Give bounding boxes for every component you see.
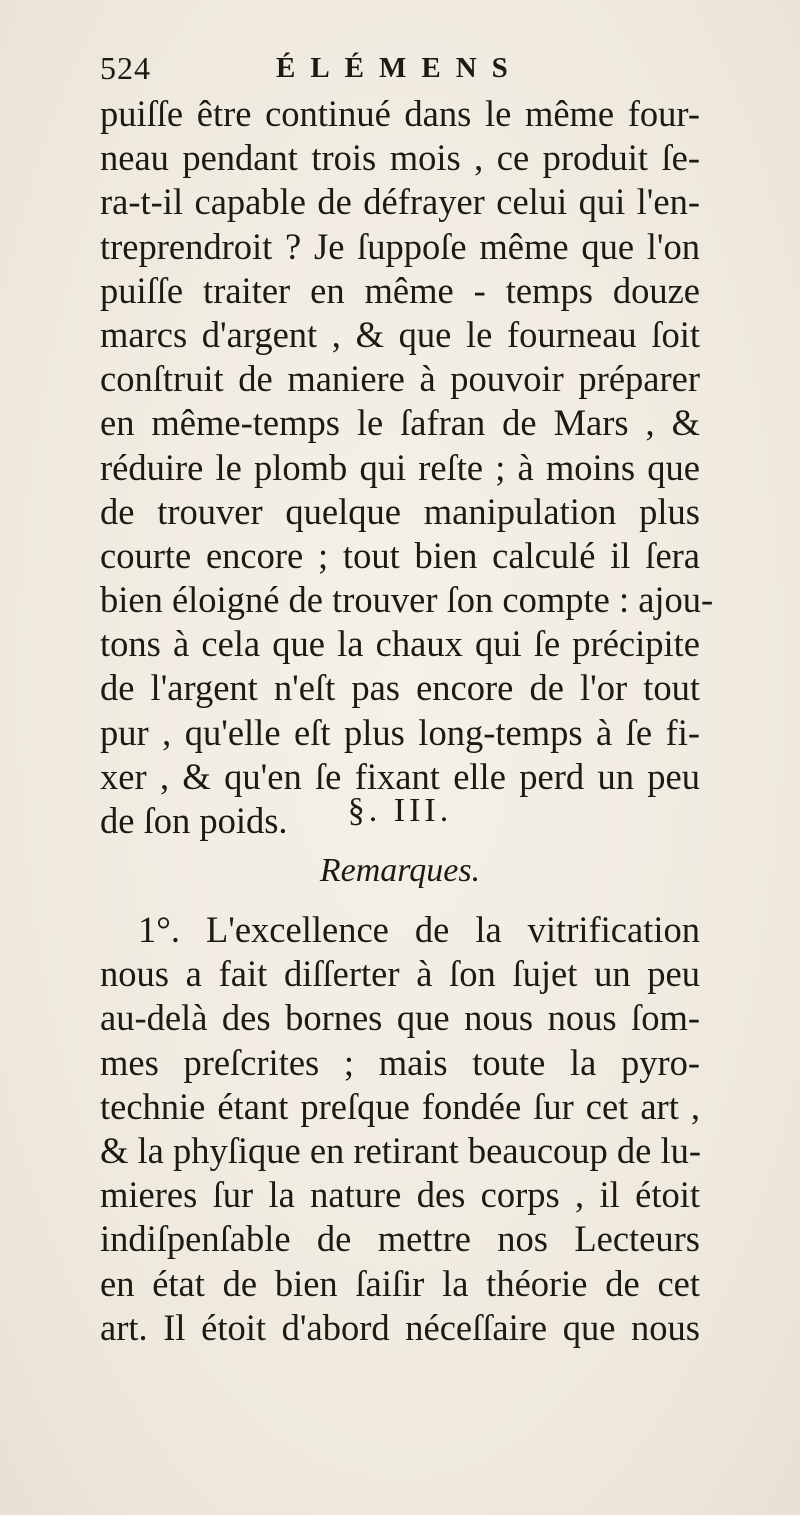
- text-line: conſtruit de maniere à pouvoir préparer: [100, 358, 700, 400]
- text-line: puiſſe être continué dans le même four-: [100, 93, 700, 134]
- text-line: tons à cela que la chaux qui ſe précipite: [100, 623, 700, 665]
- text-line: pur , qu'elle eſt plus long-temps à ſe fi-: [100, 711, 700, 753]
- running-title: ÉLÉMENS: [276, 52, 523, 84]
- text-line: en état de bien ſaiſir la théorie de cet: [100, 1262, 700, 1304]
- section-number: §. III.: [347, 792, 453, 829]
- text-line: mieres ſur la nature des corps , il étoit: [100, 1174, 700, 1216]
- text-line: au-delà des bornes que nous nous ſom-: [100, 997, 700, 1039]
- section-title: Remarques.: [319, 852, 481, 889]
- text-line: technie étant preſque fondée ſur cet art ,: [100, 1085, 700, 1127]
- text-line: neau pendant trois mois , ce produit ſe-: [100, 137, 700, 179]
- page-header: [100, 46, 700, 94]
- text-line: nous a fait diſſerter à ſon ſujet un peu: [100, 953, 700, 995]
- text-line: réduire le plomb qui reſte ; à moins que: [100, 446, 700, 488]
- text-line: art. Il étoit d'abord néceſſaire que nous: [100, 1306, 700, 1348]
- text-line: de trouver quelque manipulation plus: [100, 490, 700, 532]
- text-line: courte encore ; tout bien calculé il ſera: [100, 534, 700, 576]
- text-line: treprendroit ? Je ſuppoſe même que l'on: [100, 225, 700, 267]
- text-line: ra-t-il capable de défrayer celui qui l'en-: [100, 181, 700, 223]
- text-line: xer , & qu'en ſe fixant elle perd un peu: [100, 755, 700, 797]
- text-line: & la phyſique en retirant beaucoup de lu-: [100, 1129, 702, 1171]
- text-line: en même-temps le ſafran de Mars , &: [100, 402, 700, 444]
- paragraph-1: [100, 92, 714, 843]
- text-line: 1°. L'excellence de la vitrification: [138, 909, 700, 950]
- text-line: de ſon poids.: [100, 800, 288, 841]
- text-line: bien éloigné de trouver ſon compte : ajou-: [100, 579, 714, 621]
- text-line: mes preſcrites ; mais toute la pyro-: [100, 1041, 700, 1083]
- text-line: de l'argent n'eſt pas encore de l'or tout: [100, 667, 700, 709]
- page-number: 524: [100, 50, 151, 86]
- text-line: puiſſe traiter en même - temps douze: [100, 269, 700, 311]
- paragraph-2: [100, 908, 700, 1350]
- text-line: marcs d'argent , & que le fourneau ſoit: [100, 313, 700, 355]
- text-line: indiſpenſable de mettre nos Lecteurs: [100, 1218, 700, 1260]
